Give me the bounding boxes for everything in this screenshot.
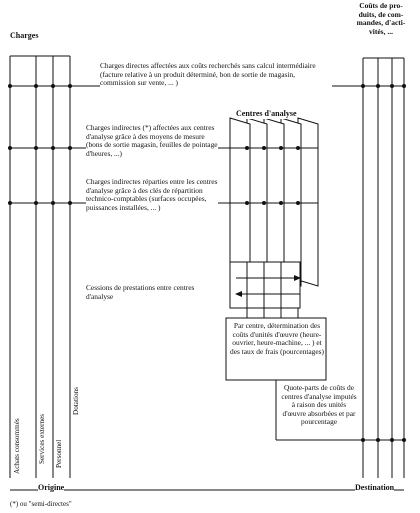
couts-header: Coûts de pro- duits, de com- mandes, d'acti- vités, ... (353, 2, 409, 36)
block-unites-oeuvre: Par centre, détermination des coûts d'unités d'œuvre (heure-ouvrier, heure-machine, ... ) et des taux de frais (pourcentages) (230, 321, 324, 356)
destination-columns (363, 58, 404, 478)
unites-oeuvre-ticks (247, 308, 298, 318)
column-services: Services externes (38, 413, 46, 464)
footer-origine: Origine (38, 483, 65, 492)
charges-header: Charges (10, 31, 39, 40)
footer-destination: Destination (355, 483, 395, 492)
block-indirectes-reparties: Charges indirectes réparties entre les centres d'analyse grâce à des clés de répartition technico-comptables (surfaces occupées, puissances installées, ... ) (86, 177, 218, 212)
column-personnel: Personnel (55, 439, 63, 468)
block-indirectes-affectees: Charges indirectes (*) affectées aux centres d'analyse grâce à des moyens de mesure (bons de sortie magasin, feuilles de pointage d'heures, ...) (86, 123, 218, 158)
centres-label: Centres d'analyse (236, 109, 297, 118)
column-dotations: Dotations (72, 387, 80, 415)
centres-analyse-shapes (230, 118, 318, 286)
block-quote-parts: Quote-parts de coûts de centres d'analyse imputés à raison des unités d'œuvre absorbées et par pourcentage (281, 383, 357, 427)
cessions-grid (230, 262, 300, 308)
column-achats: Achats consommés (13, 418, 21, 474)
footnote: (*) ou "semi-directes" (10, 500, 72, 508)
block-cessions: Cessions de prestations entre centres d'analyse (86, 284, 222, 301)
block-directes: Charges directes affectées aux coûts recherchés sans calcul intermédiaire (facture relative à un produit déterminé, bon de sortie de magasin, commission sur vente, ... ) (100, 62, 332, 88)
